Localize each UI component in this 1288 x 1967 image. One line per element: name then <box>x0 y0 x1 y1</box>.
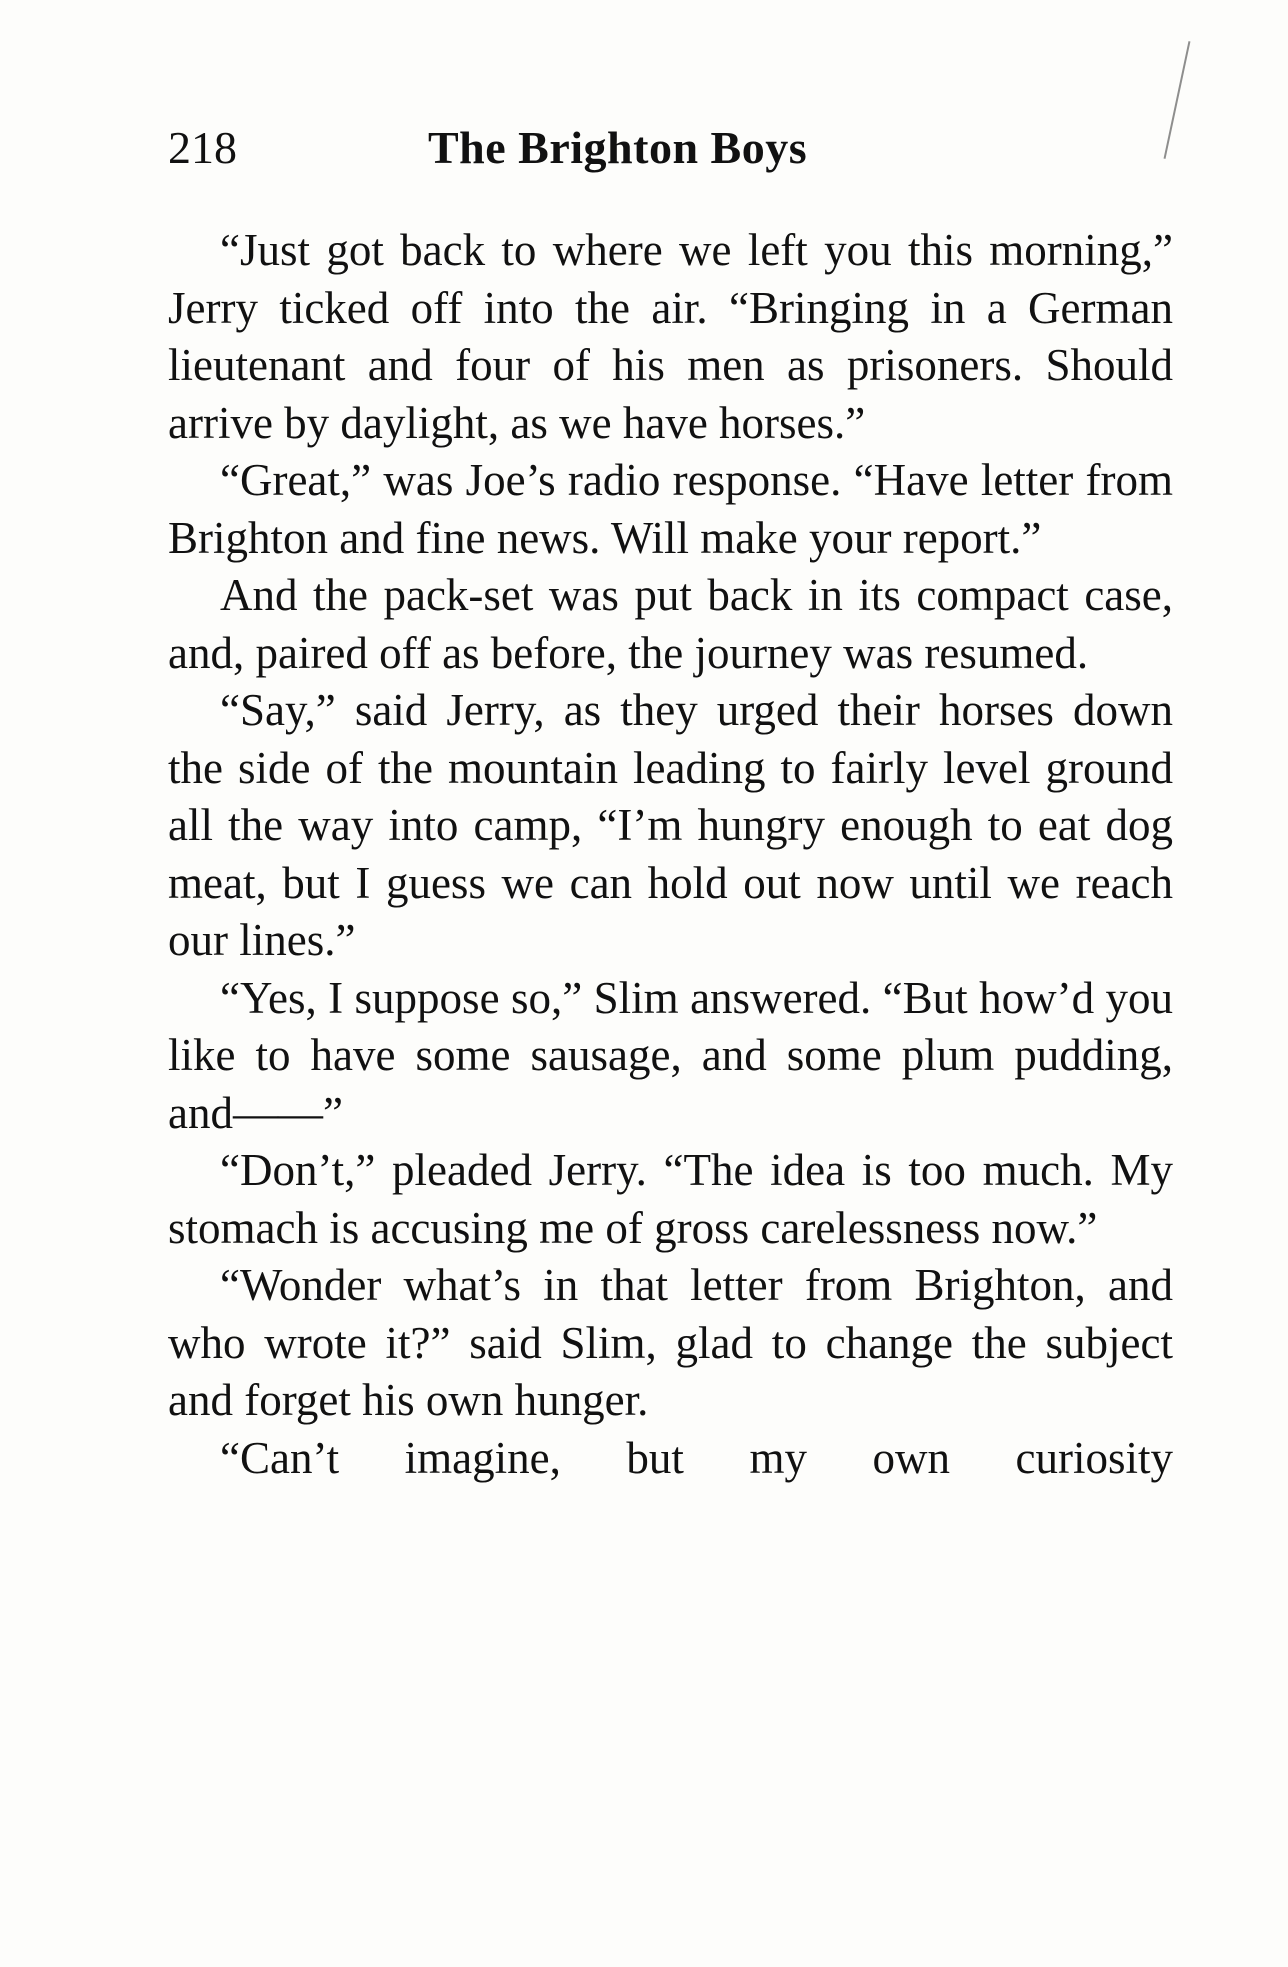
paragraph-8: “Can’t imagine, but my own curiosity <box>220 1432 1173 1483</box>
paragraph-4: “Say,” said Jerry, as they urged their horses down the side of the mountain leading to fairly level ground all the way into camp, “I’m hungry enough to eat dog meat, but I guess we can hold out now until we reach our lines.” <box>168 685 1173 965</box>
paragraph-3: And the pack-set was put back in its compact case, and, paired off as before, the journey was resumed. <box>168 570 1173 678</box>
page-number: 218 <box>168 122 237 173</box>
running-title: The Brighton Boys <box>428 122 808 173</box>
paragraph-6: “Don’t,” pleaded Jerry. “The idea is too much. My stomach is accusing me of gross carelessness now.” <box>168 1145 1173 1253</box>
body-text <box>168 222 1173 1487</box>
paragraph-2: “Great,” was Joe’s radio response. “Have letter from Brighton and fine news. Will make your report.” <box>168 455 1173 563</box>
paragraph-7: “Wonder what’s in that letter from Brighton, and who wrote it?” said Slim, glad to change the subject and forget his own hunger. <box>168 1260 1173 1425</box>
paragraph-1: “Just got back to where we left you this morning,” Jerry ticked off into the air. “Bringing in a German lieutenant and four of his men as prisoners. Should arrive by daylight, as we have horses.” <box>168 225 1173 448</box>
page-header <box>168 118 1178 178</box>
paragraph-5: “Yes, I suppose so,” Slim answered. “But how’d you like to have some sausage, and some plum pudding, and——” <box>168 972 1173 1138</box>
